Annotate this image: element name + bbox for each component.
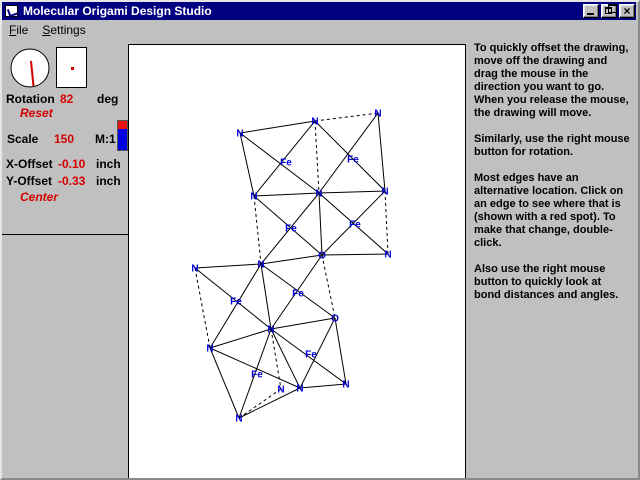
atom-N-n2[interactable]: N xyxy=(311,116,319,128)
bond-n2-n5[interactable] xyxy=(315,121,319,193)
atom-O-o2[interactable]: O xyxy=(331,313,339,325)
atom-Fe-fe6[interactable]: Fe xyxy=(292,288,304,300)
atom-N-n1[interactable]: N xyxy=(236,128,244,140)
bond-n3-n6[interactable] xyxy=(378,113,385,191)
scale-indicator-blue xyxy=(118,129,127,150)
help-paragraph: Most edges have an alternative location. Click on an edge to see where that is (shown with a red spot). To make that change, double-click. xyxy=(474,172,624,249)
bond-n8-o1[interactable] xyxy=(261,255,322,264)
atom-N-n13[interactable]: N xyxy=(296,383,304,395)
menu-bar xyxy=(2,20,636,40)
bond-n5-o1[interactable] xyxy=(319,193,322,255)
bond-n13-n14[interactable] xyxy=(300,384,346,388)
bond-n1-n2[interactable] xyxy=(240,121,315,133)
bond-n15-n12[interactable] xyxy=(239,389,281,418)
rotation-unit: deg xyxy=(97,92,119,106)
bond-n10-n13[interactable] xyxy=(271,329,300,388)
atom-N-n14[interactable]: N xyxy=(342,379,350,391)
atom-O-o1[interactable]: O xyxy=(318,250,326,262)
close-button[interactable] xyxy=(619,4,635,18)
help-panel xyxy=(474,42,630,315)
bond-n4-n8[interactable] xyxy=(254,196,261,264)
x-offset-row xyxy=(6,157,121,171)
bond-n5-n6[interactable] xyxy=(319,191,385,193)
scale-ratio: M:1 xyxy=(95,132,116,146)
reset-button[interactable]: Reset xyxy=(20,106,53,120)
bond-n11-n13[interactable] xyxy=(210,348,300,388)
atom-N-n7[interactable]: N xyxy=(191,263,199,275)
bond-n3-n5[interactable] xyxy=(319,113,378,193)
bond-n8-n10[interactable] xyxy=(261,264,271,329)
restore-icon xyxy=(605,7,612,14)
close-icon: × xyxy=(623,4,631,18)
menu-settings[interactable]: Settings xyxy=(42,23,86,37)
scale-indicator-red xyxy=(118,121,127,129)
window-title: Molecular Origami Design Studio xyxy=(23,4,212,18)
restore-button[interactable] xyxy=(601,4,617,18)
left-panel-divider xyxy=(2,234,129,235)
atom-N-n8[interactable]: N xyxy=(257,259,265,271)
bond-n4-n5[interactable] xyxy=(254,193,319,196)
bond-n7-n11[interactable] xyxy=(195,268,210,348)
x-offset-value: -0.10 xyxy=(58,157,86,171)
atom-N-n12[interactable]: N xyxy=(277,384,285,396)
minimize-icon xyxy=(587,13,594,15)
scale-label: Scale xyxy=(7,132,39,146)
rotation-dial[interactable] xyxy=(10,48,52,90)
atom-Fe-fe3[interactable]: Fe xyxy=(285,223,297,235)
help-paragraph: Also use the right mouse button to quickly look at bond distances and angles. xyxy=(474,263,619,301)
atom-Fe-fe5[interactable]: Fe xyxy=(230,296,242,308)
title-bar[interactable] xyxy=(2,2,636,20)
atom-N-n15[interactable]: N xyxy=(235,413,243,425)
x-offset-unit: inch xyxy=(96,157,121,171)
center-button[interactable]: Center xyxy=(20,190,59,204)
x-offset-label: X-Offset xyxy=(6,157,53,171)
bond-n6-n9[interactable] xyxy=(385,191,388,254)
atom-N-n3[interactable]: N xyxy=(374,108,382,120)
atom-N-n9[interactable]: N xyxy=(384,249,392,261)
atom-N-n11[interactable]: N xyxy=(206,343,214,355)
atom-Fe-fe4[interactable]: Fe xyxy=(349,219,361,231)
scale-value: 150 xyxy=(54,132,75,146)
rotation-row xyxy=(6,92,119,106)
bond-n10-o2[interactable] xyxy=(271,318,335,329)
menu-file[interactable]: File xyxy=(9,23,29,37)
bond-n7-n8[interactable] xyxy=(195,264,261,268)
y-offset-row xyxy=(6,174,121,188)
help-paragraph: Similarly, use the right mouse button for rotation. xyxy=(474,133,630,158)
bond-n10-n12[interactable] xyxy=(271,329,281,389)
bond-n2-n3[interactable] xyxy=(315,113,378,121)
drawing-canvas[interactable] xyxy=(128,44,466,479)
scale-indicator xyxy=(117,120,128,151)
atom-N-n5[interactable]: N xyxy=(315,188,323,200)
atom-Fe-fe1[interactable]: Fe xyxy=(280,157,292,169)
bond-o1-n9[interactable] xyxy=(322,254,388,255)
rotation-label: Rotation xyxy=(6,92,55,106)
atom-N-n6[interactable]: N xyxy=(381,186,389,198)
atom-Fe-fe8[interactable]: Fe xyxy=(251,369,263,381)
atom-Fe-fe2[interactable]: Fe xyxy=(347,154,359,166)
offset-preview-box[interactable] xyxy=(56,47,87,88)
bond-o2-n14[interactable] xyxy=(335,318,346,384)
bond-o1-o2[interactable] xyxy=(322,255,335,318)
help-paragraph: To quickly offset the drawing, move off the drawing and drag the mouse in the direction you want to go. When you release the mouse, the drawing will move. xyxy=(474,42,629,119)
molecule-drawing[interactable] xyxy=(129,45,465,478)
y-offset-unit: inch xyxy=(96,174,121,188)
atom-N-n10[interactable]: N xyxy=(267,324,275,336)
bond-n11-n10[interactable] xyxy=(210,329,271,348)
atom-N-n4[interactable]: N xyxy=(250,191,258,203)
app-icon xyxy=(5,5,18,17)
atom-Fe-fe7[interactable]: Fe xyxy=(305,349,317,361)
scale-row xyxy=(7,132,116,146)
minimize-button[interactable] xyxy=(583,4,599,18)
y-offset-value: -0.33 xyxy=(58,174,86,188)
y-offset-label: Y-Offset xyxy=(6,174,53,188)
offset-dot-icon xyxy=(71,67,74,70)
rotation-value: 82 xyxy=(60,92,74,106)
